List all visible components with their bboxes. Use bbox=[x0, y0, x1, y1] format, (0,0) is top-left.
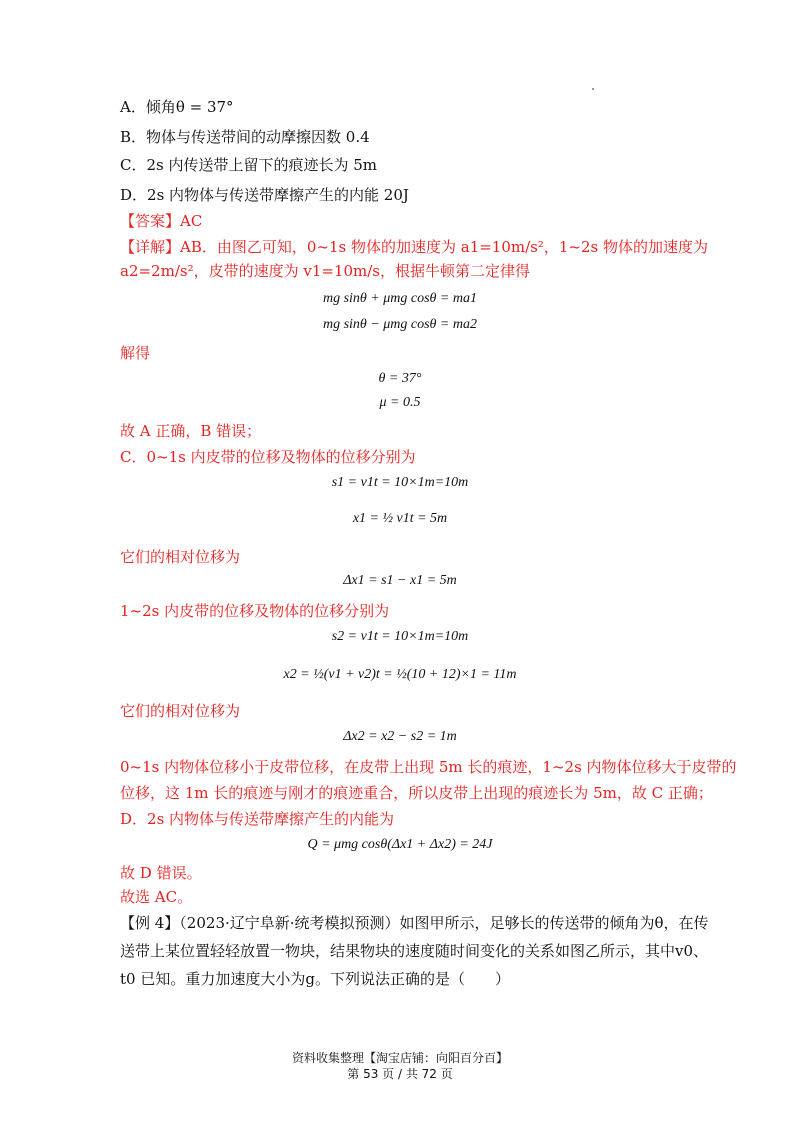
option-c: C．2s 内传送带上留下的痕迹长为 5m bbox=[120, 156, 378, 174]
equation-q: Q = μmg cosθ(Δx1 + Δx2) = 24J bbox=[307, 837, 493, 852]
equation-x2: x2 = ½(v1 + v2)t = ½(10 + 12)×1 = 11m bbox=[283, 667, 517, 682]
option-b: B．物体与传送带间的动摩擦因数 0.4 bbox=[120, 128, 370, 146]
equation-s2: s2 = v1t = 10×1m=10m bbox=[331, 629, 469, 644]
equation-1: mg sinθ + μmg cosθ = ma1 bbox=[322, 291, 477, 306]
solve-label: 解得 bbox=[120, 344, 151, 362]
detail-line-1: 【详解】AB．由图乙可知，0~1s 物体的加速度为 a1=10m/s²，1~2s 物体的加速度为 bbox=[120, 238, 708, 256]
detail-line-2: a2=2m/s²，皮带的速度为 v1=10m/s，根据牛顿第二定律得 bbox=[120, 262, 531, 280]
equation-dx2: Δx2 = x2 − s2 = 1m bbox=[343, 729, 457, 744]
relative-disp-label-2: 它们的相对位移为 bbox=[120, 702, 241, 720]
equation-s1: s1 = v1t = 10×1m=10m bbox=[331, 475, 469, 490]
equation-theta: θ = 37° bbox=[378, 371, 422, 386]
equation-2: mg sinθ − μmg cosθ = ma2 bbox=[322, 317, 477, 332]
part-c-intro: C．0~1s 内皮带的位移及物体的位移分别为 bbox=[120, 448, 416, 466]
part-d-intro: D．2s 内物体与传送带摩擦产生的内能为 bbox=[120, 810, 395, 828]
equation-x1: x1 = ½ v1t = 5m bbox=[352, 511, 448, 526]
equation-mu: μ = 0.5 bbox=[379, 395, 421, 410]
explanation-line-2: 位移，这 1m 长的痕迹与刚才的痕迹重合，所以皮带上出现的痕迹长为 5m，故 C 正确； bbox=[120, 784, 713, 802]
option-d: D．2s 内物体与传送带摩擦产生的内能 20J bbox=[120, 186, 409, 204]
equation-dx1: Δx1 = s1 − x1 = 5m bbox=[343, 573, 457, 588]
example-line-1: 【例 4】（2023·辽宁阜新·统考模拟预测）如图甲所示，足够长的传送带的倾角为θ，在传 bbox=[120, 914, 709, 932]
option-a: A．倾角θ = 37° bbox=[120, 98, 234, 116]
answer: 【答案】AC bbox=[120, 212, 203, 230]
conclusion-d: 故 D 错误。 bbox=[120, 864, 202, 882]
example-line-2: 送带上某位置轻轻放置一物块，结果物块的速度随时间变化的关系如图乙所示，其中v0、 bbox=[120, 942, 709, 960]
part-c2-intro: 1~2s 内皮带的位移及物体的位移分别为 bbox=[120, 602, 390, 620]
example-line-3: t0 已知。重力加速度大小为g。下列说法正确的是（ ） bbox=[120, 970, 510, 988]
stray-dot bbox=[592, 88, 594, 90]
footer-page-number: 第 53 页 / 共 72 页 bbox=[347, 1067, 453, 1081]
footer-source: 资料收集整理【淘宝店铺：向阳百分百】 bbox=[291, 1051, 508, 1065]
final-choice: 故选 AC。 bbox=[120, 888, 193, 906]
explanation-line-1: 0~1s 内物体位移小于皮带位移，在皮带上出现 5m 长的痕迹，1~2s 内物体位移大于皮带的 bbox=[120, 758, 737, 776]
conclusion-ab: 故 A 正确，B 错误； bbox=[120, 422, 262, 440]
relative-disp-label-1: 它们的相对位移为 bbox=[120, 548, 241, 566]
